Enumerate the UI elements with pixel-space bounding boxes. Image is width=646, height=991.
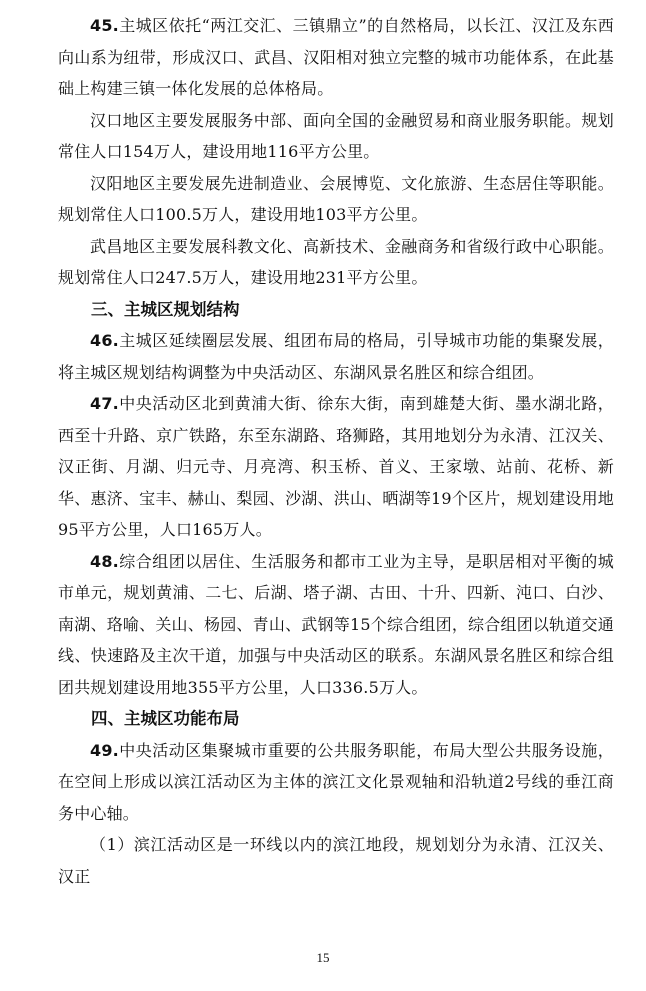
paragraph-hankou bbox=[58, 105, 614, 168]
clause-number: 48. bbox=[90, 551, 119, 571]
paragraph-text: 主城区依托“两江交汇、三镇鼎立”的自然格局，以长江、汉江及东西向山系为纽带，形成汉口、武昌、汉阳相对独立完整的城市功能体系，在此基础上构建三镇一体化发展的总体格局。 bbox=[58, 16, 614, 98]
document-body bbox=[58, 10, 614, 892]
paragraph-45 bbox=[58, 10, 614, 105]
paragraph-hanyang bbox=[58, 168, 614, 231]
paragraph-49 bbox=[58, 735, 614, 830]
clause-number: 45. bbox=[90, 16, 119, 35]
paragraph-46 bbox=[58, 325, 614, 388]
paragraph-text: 中央活动区集聚城市重要的公共服务职能，布局大型公共服务设施，在空间上形成以滨江活动区为主体的滨江文化景观轴和沿轨道2号线的垂江商务中心轴。 bbox=[58, 740, 614, 823]
paragraph-text: 综合组团以居住、生活服务和都市工业为主导，是职居相对平衡的城市单元，规划黄浦、二七、后湖、塔子湖、古田、十升、四新、沌口、白沙、南湖、珞喻、关山、杨园、青山、武钢等15个综合组团，综合组团以轨道交通线、快速路及主次干道，加强与中央活动区的联系。东湖风景名胜区和综合组团共规划建设用地355平方公里，人口336.5万人。 bbox=[58, 551, 614, 697]
paragraph-text: （1）滨江活动区是一环线以内的滨江地段，规划划分为永清、江汉关、汉正 bbox=[58, 835, 614, 886]
section-heading-structure: 三、主城区规划结构 bbox=[91, 299, 240, 319]
paragraph-text: 武昌地区主要发展科教文化、高新技术、金融商务和省级行政中心职能。规划常住人口247.5万人，建设用地231平方公里。 bbox=[58, 236, 614, 287]
paragraph-text: 中央活动区北到黄浦大街、徐东大街，南到雄楚大街、墨水湖北路，西至十升路、京广铁路，东至东湖路、珞狮路，其用地划分为永清、江汉关、汉正街、月湖、归元寺、月亮湾、积玉桥、首义、王家墩、站前、花桥、新华、惠济、宝丰、赫山、梨园、沙湖、洪山、晒湖等19个区片，规划建设用地95平方公里，人口165万人。 bbox=[58, 394, 614, 539]
paragraph-wuchang bbox=[58, 231, 614, 294]
clause-number: 47. bbox=[90, 394, 119, 413]
paragraph-riverside bbox=[58, 829, 614, 892]
paragraph-text: 汉阳地区主要发展先进制造业、会展博览、文化旅游、生态居住等职能。规划常住人口100.5万人，建设用地103平方公里。 bbox=[58, 173, 614, 224]
paragraph-text: 主城区延续圈层发展、组团布局的格局，引导城市功能的集聚发展，将主城区规划结构调整为中央活动区、东湖风景名胜区和综合组团。 bbox=[58, 331, 614, 382]
clause-number: 46. bbox=[90, 331, 119, 350]
paragraph-48 bbox=[58, 546, 614, 704]
paragraph-47 bbox=[58, 388, 614, 546]
clause-number: 49. bbox=[90, 740, 119, 760]
paragraph-text: 汉口地区主要发展服务中部、面向全国的金融贸易和商业服务职能。规划常住人口154万人，建设用地116平方公里。 bbox=[58, 110, 614, 161]
page-number: 15 bbox=[316, 950, 330, 965]
section-heading-function: 四、主城区功能布局 bbox=[91, 709, 240, 728]
